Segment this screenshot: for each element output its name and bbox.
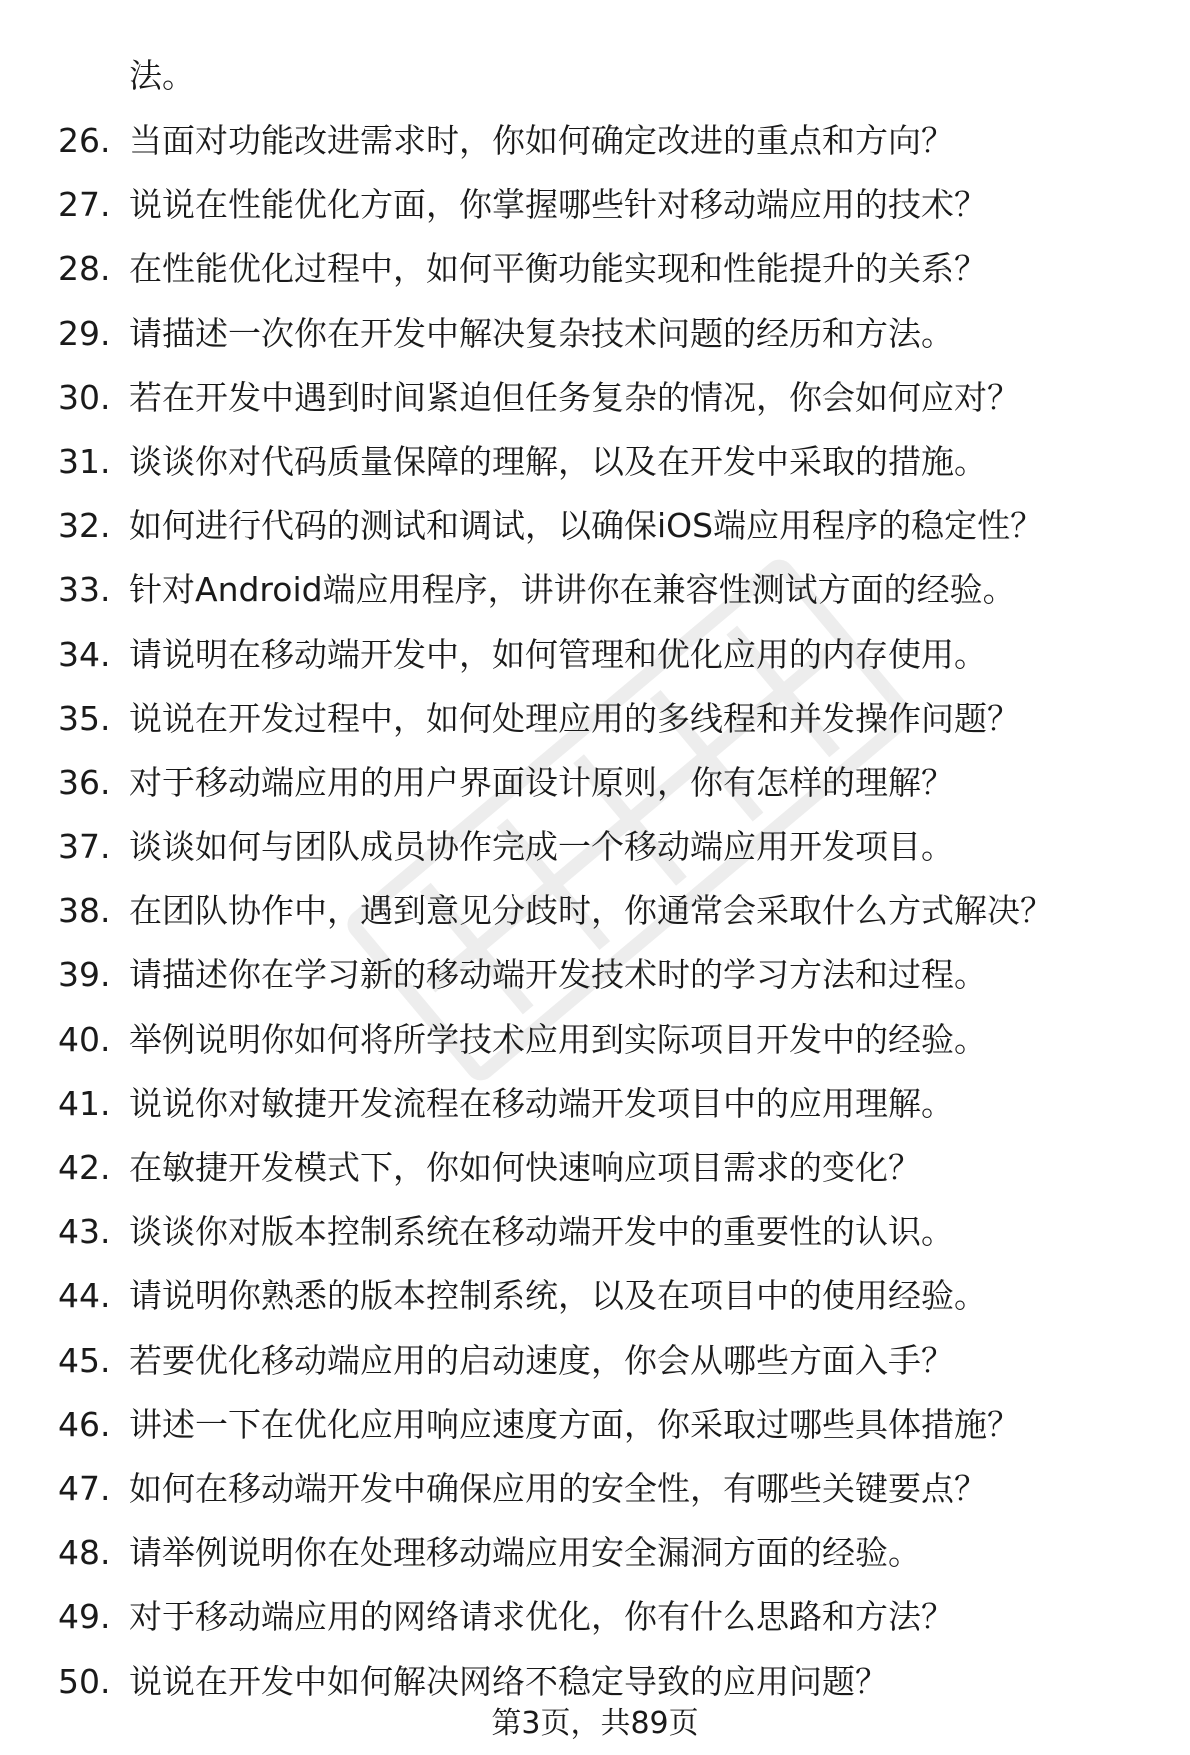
question-text: 当面对功能改进需求时，你如何确定改进的重点和方向？ — [129, 121, 954, 160]
question-text: 在性能优化过程中，如何平衡功能实现和性能提升的关系？ — [129, 249, 987, 289]
question-number: 32. — [58, 506, 111, 546]
question-text: 针对Android端应用程序，讲讲你在兼容性测试方面的经验。 — [129, 570, 1016, 610]
question-number: 43. — [58, 1212, 111, 1252]
page-footer: 第3页，共89页 — [491, 1706, 699, 1741]
question-text: 说说你对敏捷开发流程在移动端开发项目中的应用理解。 — [129, 1083, 954, 1123]
question-text: 谈谈你对代码质量保障的理解，以及在开发中采取的措施。 — [129, 441, 987, 481]
question-number: 39. — [58, 955, 111, 995]
question-text: 请说明在移动端开发中，如何管理和优化应用的内存使用。 — [129, 634, 987, 674]
question-number: 26. — [58, 121, 111, 160]
question-number: 48. — [58, 1533, 111, 1573]
question-text: 谈谈如何与团队成员协作完成一个移动端应用开发项目。 — [129, 827, 954, 867]
question-text: 请举例说明你在处理移动端应用安全漏洞方面的经验。 — [129, 1533, 921, 1573]
continuation-text: 法。 — [129, 56, 195, 95]
question-text: 若在开发中遇到时间紧迫但任务复杂的情况，你会如何应对？ — [129, 377, 1020, 417]
question-text: 说说在开发中如何解决网络不稳定导致的应用问题？ — [129, 1661, 888, 1701]
question-number: 36. — [58, 762, 111, 802]
question-number: 38. — [58, 891, 111, 931]
question-number: 41. — [58, 1083, 111, 1123]
question-text: 请描述你在学习新的移动端开发技术时的学习方法和过程。 — [129, 955, 987, 995]
question-number: 31. — [58, 441, 111, 481]
question-text: 如何进行代码的测试和调试，以确保iOS端应用程序的稳定性？ — [129, 506, 1044, 546]
question-number: 40. — [58, 1019, 111, 1059]
question-text: 对于移动端应用的用户界面设计原则，你有怎样的理解？ — [129, 762, 954, 802]
question-text: 说说在开发过程中，如何处理应用的多线程和并发操作问题？ — [129, 698, 1020, 738]
question-text: 举例说明你如何将所学技术应用到实际项目开发中的经验。 — [129, 1019, 987, 1059]
question-number: 30. — [58, 377, 111, 417]
question-text: 请说明你熟悉的版本控制系统，以及在项目中的使用经验。 — [129, 1276, 987, 1316]
question-number: 27. — [58, 185, 111, 225]
question-number: 33. — [58, 570, 111, 610]
question-number: 50. — [58, 1661, 111, 1701]
question-text: 在敏捷开发模式下，你如何快速响应项目需求的变化？ — [129, 1148, 921, 1187]
question-text: 若要优化移动端应用的启动速度，你会从哪些方面入手？ — [129, 1340, 954, 1380]
question-number: 49. — [58, 1597, 111, 1637]
question-number: 35. — [58, 698, 111, 738]
question-text: 在团队协作中，遇到意见分歧时，你通常会采取什么方式解决？ — [129, 891, 1053, 931]
question-text: 讲述一下在优化应用响应速度方面，你采取过哪些具体措施？ — [129, 1404, 1020, 1444]
question-text: 对于移动端应用的网络请求优化，你有什么思路和方法？ — [129, 1597, 954, 1637]
question-number: 34. — [58, 634, 111, 674]
question-number: 46. — [58, 1404, 111, 1444]
question-text: 说说在性能优化方面，你掌握哪些针对移动端应用的技术？ — [129, 185, 987, 225]
question-number: 28. — [58, 249, 111, 289]
question-number: 47. — [58, 1468, 111, 1508]
question-number: 37. — [58, 827, 111, 867]
question-text: 谈谈你对版本控制系统在移动端开发中的重要性的认识。 — [129, 1212, 954, 1252]
question-number: 44. — [58, 1276, 111, 1316]
question-number: 45. — [58, 1340, 111, 1380]
question-number: 29. — [58, 313, 111, 353]
question-text: 请描述一次你在开发中解决复杂技术问题的经历和方法。 — [129, 313, 954, 353]
question-text: 如何在移动端开发中确保应用的安全性，有哪些关键要点？ — [129, 1468, 987, 1508]
question-number: 42. — [58, 1148, 111, 1187]
